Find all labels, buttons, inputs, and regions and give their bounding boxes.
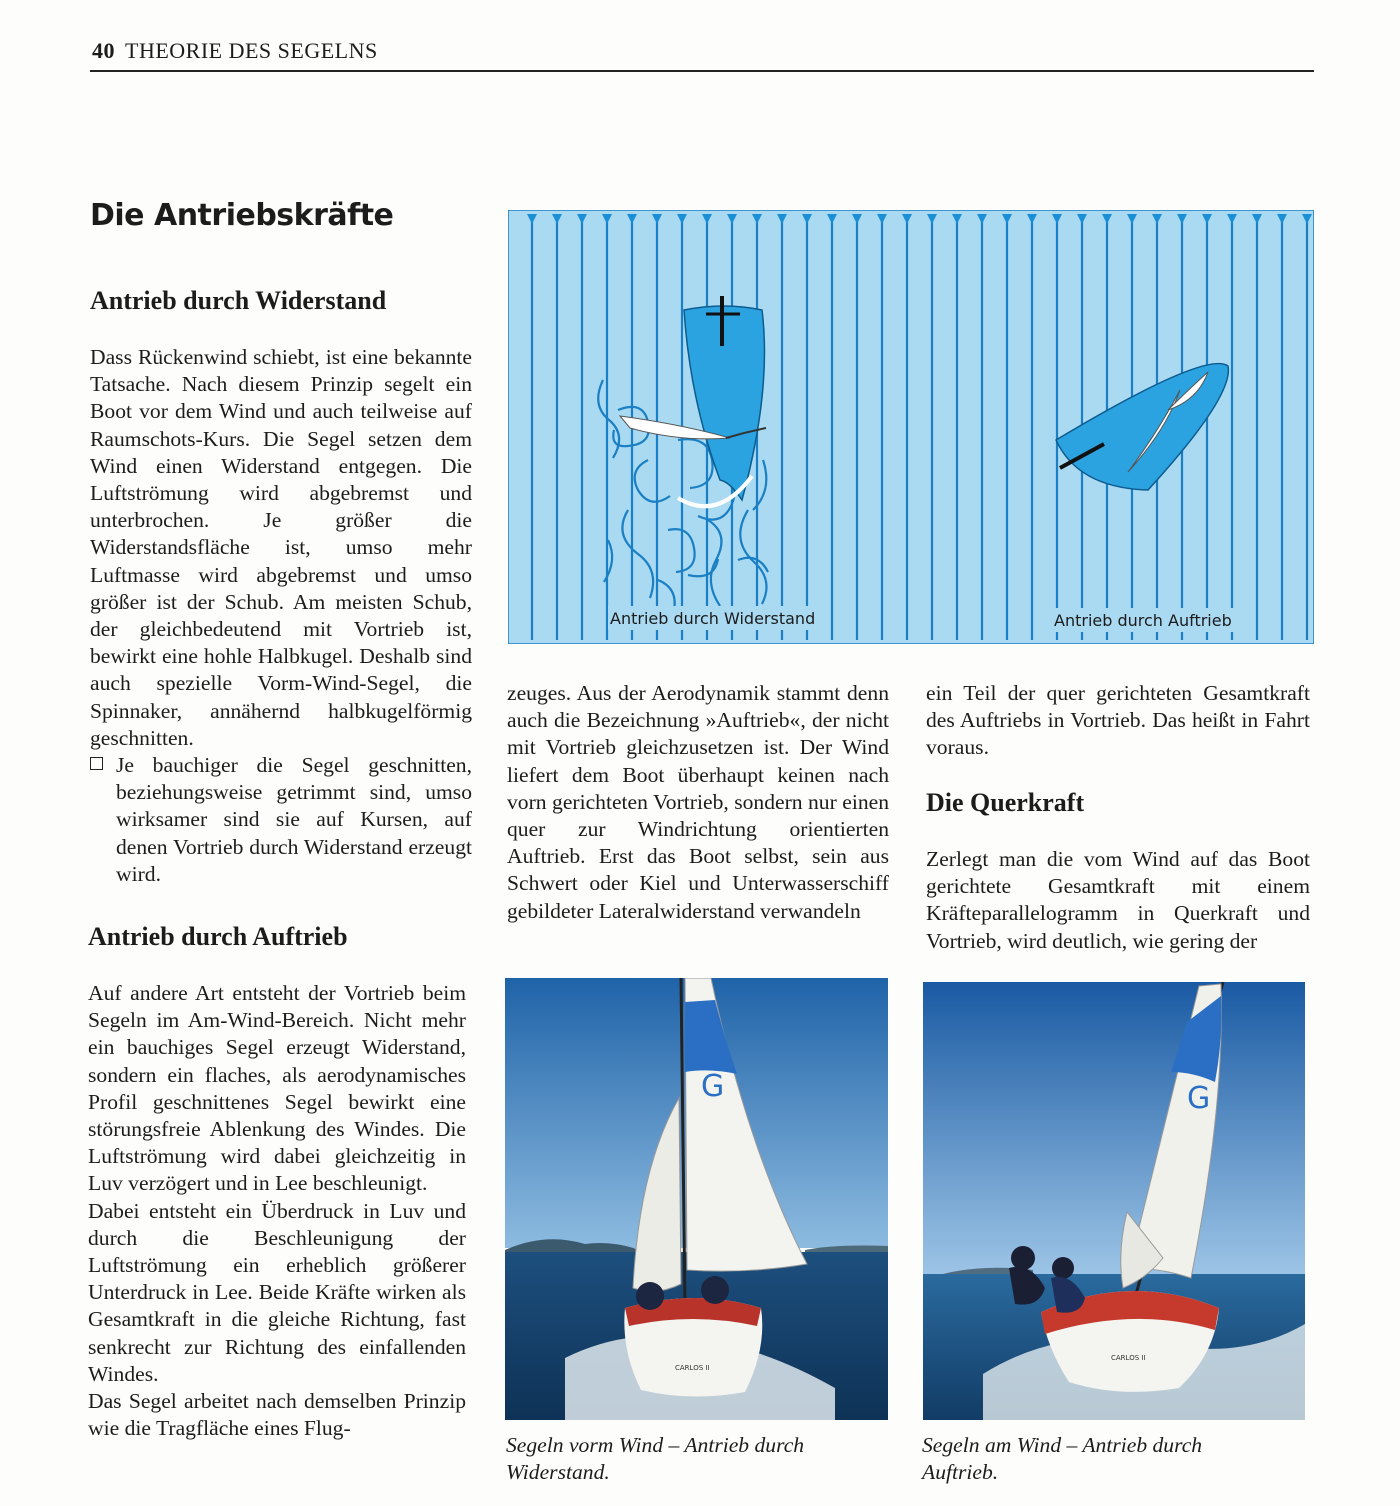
page-title: Die Antriebskräfte [90, 198, 394, 233]
section-title: THEORIE DES SEGELNS [125, 38, 378, 63]
paragraph-auftrieb-1: Auf andere Art entsteht der Vortrieb beim Segeln im Am-Wind-Bereich. Nicht mehr ein bauchiges Segel erzeugt Widerstand, sondern ein flaches, als aerodynamisches Profil geschnittenes Segel bewirkt eine störungsfreie Ablenkung des Windes. Die Luftströmung wird dabei gleichzeitig in Luv verzögert und in Lee beschleunigt. [88, 981, 466, 1196]
header-rule [90, 70, 1314, 72]
photo-am-wind [923, 982, 1305, 1420]
column-left-top [90, 344, 472, 888]
caption-photo-2: Segeln am Wind – Antrieb durch Auftrieb. [922, 1433, 1203, 1484]
diagram-label-left: Antrieb durch Widerstand [610, 609, 816, 628]
diagram-label-right: Antrieb durch Auftrieb [1054, 611, 1232, 630]
bullet-text: Je bauchiger die Segel geschnitten, beziehungsweise getrimmt sind, umso wirksamer sind sie auf Kursen, auf denen Vortrieb durch Widerstand erzeugt wird. [116, 753, 472, 886]
paragraph-querkraft: Zerlegt man die vom Wind auf das Boot gerichtete Gesamtkraft mit einem Kräfteparallelogramm in Querkraft und Vortrieb, wird deutlich, wie gering der [926, 847, 1310, 953]
heading-antrieb-widerstand: Antrieb durch Widerstand [90, 286, 387, 315]
column-right-top [926, 680, 1310, 762]
heading-querkraft: Die Querkraft [926, 788, 1085, 817]
caption-photo-1: Segeln vorm Wind – Antrieb durch Widerstand. [506, 1433, 805, 1484]
photo-vorm-wind [505, 978, 888, 1420]
paragraph-right: ein Teil der quer gerichteten Gesamtkraft des Auftriebs in Vortrieb. Das heißt in Fahrt voraus. [926, 681, 1310, 760]
paragraph-middle: zeuges. Aus der Aerodynamik stammt denn auch die Bezeichnung »Auftrieb«, der nicht mit Vortrieb gleichzusetzen ist. Der Wind liefert dem Boot überhaupt keinen nach vorn gerichteten Vortrieb, sondern nur einen quer zur Windrichtung orientierten Auftrieb. Erst das Boot selbst, sein aus Schwert oder Kiel und Unterwasserschiff gebildeter Lateralwiderstand verwandeln [507, 681, 889, 923]
column-left-bottom [88, 980, 466, 1442]
paragraph-widerstand: Dass Rückenwind schiebt, ist eine bekannte Tatsache. Nach diesem Prinzip segelt ein Boot vor dem Wind und auch teilweise auf Raumschots-Kurs. Die Segel setzen dem Wind einen Widerstand entgegen. Die Luftströmung wird abgebremst und unterbrochen. Je größer die Widerstandsfläche ist, umso mehr Luftmasse wird abgebremst und umso größer ist der Schub. Am meisten Schub, der gleichbedeutend mit Vortrieb ist, bewirkt eine hohle Halbkugel. Deshalb sind auch spezielle Vorm-Wind-Segel, die Spinnaker, annähernd halbkugelförmig geschnitten. [90, 345, 472, 750]
sail-letter-1: G [701, 1069, 725, 1104]
paragraph-auftrieb-3: Das Segel arbeitet nach demselben Prinzip wie die Tragfläche eines Flug- [88, 1389, 466, 1441]
column-middle [507, 680, 889, 925]
sail-letter-2: G [1187, 1081, 1211, 1116]
wind-diagram-svg [508, 210, 1314, 644]
running-header [92, 38, 378, 64]
checkbox-bullet-icon [90, 757, 103, 770]
column-right-bottom [926, 846, 1310, 955]
bullet-item [90, 752, 472, 888]
paragraph-auftrieb-2: Dabei entsteht ein Überdruck in Luv und durch die Beschleunigung der Luftströmung ein erheblich größerer Unterdruck in Lee. Beide Kräfte wirken als Gesamtkraft in die gleiche Richtung, fast senkrecht zur Richtung des einfallenden Windes. [88, 1198, 466, 1386]
wind-diagram [508, 210, 1314, 644]
heading-antrieb-auftrieb: Antrieb durch Auftrieb [88, 922, 348, 951]
stern-name-2: CARLOS II [1111, 1354, 1146, 1362]
page-number: 40 [92, 38, 115, 63]
stern-name-1: CARLOS II [675, 1364, 710, 1372]
